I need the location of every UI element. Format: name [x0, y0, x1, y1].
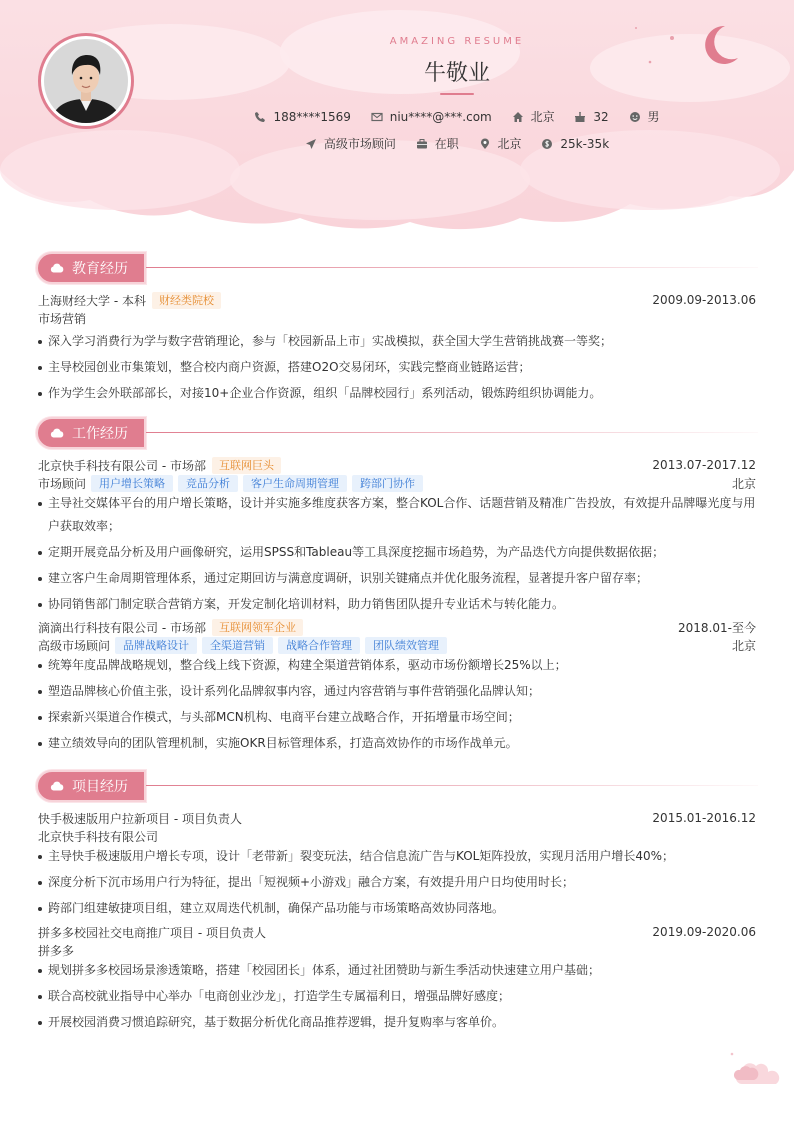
skill-tag: 品牌战略设计 — [115, 637, 197, 654]
project-name: 快手极速版用户拉新项目 - 项目负责人 — [38, 811, 242, 826]
project-bullets — [38, 959, 756, 1034]
cloud-icon — [50, 428, 64, 438]
project-org: 北京快手科技有限公司 — [38, 829, 159, 844]
company-name: 滴滴出行科技有限公司 - 市场部 — [38, 620, 206, 635]
mail-icon — [371, 111, 383, 123]
section-work-title: 工作经历 — [72, 426, 128, 442]
send-icon — [305, 138, 317, 150]
work-city: 北京 — [731, 476, 756, 491]
company-badge: 互联网巨头 — [212, 457, 281, 474]
section-divider — [146, 267, 758, 268]
list-item: 探索新兴渠道合作模式，与头部MCN机构、电商平台建立战略合作，开拓增量市场空间； — [38, 706, 756, 729]
project-name: 拼多多校园社交电商推广项目 - 项目负责人 — [38, 925, 266, 940]
section-divider — [146, 432, 758, 433]
skill-tag: 团队绩效管理 — [365, 637, 447, 654]
salary-item: 25k-35k — [541, 137, 609, 151]
major: 市场营销 — [38, 311, 87, 326]
education-bullets — [38, 330, 756, 405]
education-date: 2009.09-2013.06 — [652, 293, 756, 307]
skill-tag: 客户生命周期管理 — [243, 475, 347, 492]
list-item: 深入学习消费行为学与数字营销理论，参与「校园新品上市」实战模拟，获全国大学生营销挑战赛一等奖； — [38, 330, 756, 353]
work-date: 2018.01-至今 — [678, 620, 756, 635]
education-entry — [38, 291, 756, 408]
section-education-header — [36, 252, 146, 284]
hometown-item: 北京 — [512, 108, 555, 125]
status-item: 在职 — [416, 135, 459, 152]
name-underline — [440, 93, 474, 95]
skill-tag: 全渠道营销 — [202, 637, 273, 654]
list-item: 跨部门组建敏捷项目组，建立双周迭代机制，确保产品功能与市场策略高效协同落地。 — [38, 897, 756, 920]
section-projects-title: 项目经历 — [72, 779, 128, 795]
section-work-pill — [36, 417, 146, 449]
briefcase-icon — [416, 138, 428, 150]
cake-icon — [574, 111, 586, 123]
work-entry — [38, 618, 756, 758]
list-item: 定期开展竞品分析及用户画像研究，运用SPSS和Tableau等工具深度挖掘市场趋势，为产品迭代方向提供数据依据； — [38, 541, 756, 564]
resume-tagline: AMAZING RESUME — [389, 36, 525, 47]
list-item: 深度分析下沉市场用户行为特征，提出「短视频+小游戏」融合方案，有效提升用户日均使用时长； — [38, 871, 756, 894]
section-work-header — [36, 417, 146, 449]
section-divider — [146, 785, 758, 786]
project-org: 拼多多 — [38, 943, 75, 958]
work-bullets — [38, 492, 756, 616]
list-item: 协同销售部门制定联合营销方案，开发定制化培训材料，助力销售团队提升专业话术与转化能力。 — [38, 593, 756, 616]
cloud-icon — [50, 263, 64, 273]
skill-tag: 用户增长策略 — [91, 475, 173, 492]
company-name: 北京快手科技有限公司 - 市场部 — [38, 458, 206, 473]
phone-item: 188****1569 — [254, 110, 350, 124]
skill-tag: 竞品分析 — [178, 475, 238, 492]
list-item: 联合高校就业指导中心举办「电商创业沙龙」，打造学生专属福利日，增强品牌好感度； — [38, 985, 756, 1008]
list-item: 规划拼多多校园场景渗透策略，搭建「校园团长」体系，通过社团赞助与新生季活动快速建立用户基础； — [38, 959, 756, 982]
list-item: 开展校园消费习惯追踪研究，基于数据分析优化商品推荐逻辑，提升复购率与客单价。 — [38, 1011, 756, 1034]
footer-cloud-decoration — [728, 1050, 788, 1090]
target-position-item: 高级市场顾问 — [305, 135, 396, 152]
section-education-title: 教育经历 — [72, 261, 128, 277]
contact-info-row — [0, 108, 794, 126]
school-name: 上海财经大学 - 本科 — [38, 293, 146, 308]
list-item: 建立绩效导向的团队管理机制，实施OKR目标管理体系，打造高效协作的市场作战单元。 — [38, 732, 756, 755]
list-item: 塑造品牌核心价值主张，设计系列化品牌叙事内容，通过内容营销与事件营销强化品牌认知； — [38, 680, 756, 703]
project-entry — [38, 809, 756, 923]
school-badge: 财经类院校 — [152, 292, 221, 309]
skill-tag: 战略合作管理 — [278, 637, 360, 654]
gender-icon — [629, 111, 641, 123]
project-entry — [38, 923, 756, 1037]
candidate-name: 牛敬业 — [423, 61, 490, 86]
skill-tag: 跨部门协作 — [352, 475, 423, 492]
section-projects-pill — [36, 770, 146, 802]
phone-icon — [254, 111, 266, 123]
list-item: 建立客户生命周期管理体系，通过定期回访与满意度调研，识别关键痛点并优化服务流程，显著提升客户留存率； — [38, 567, 756, 590]
list-item: 主导校园创业市集策划，整合校内商户资源，搭建O2O交易闭环，实践完整商业链路运营； — [38, 356, 756, 379]
work-entry — [38, 456, 756, 619]
money-icon — [541, 138, 553, 150]
list-item: 作为学生会外联部部长，对接10+企业合作资源，组织「品牌校园行」系列活动，锻炼跨组织协调能力。 — [38, 382, 756, 405]
location-icon — [479, 138, 491, 150]
age-item: 32 — [574, 110, 608, 124]
work-date: 2013.07-2017.12 — [652, 458, 756, 472]
section-projects-header — [36, 770, 146, 802]
cloud-icon — [50, 781, 64, 791]
work-city: 北京 — [731, 638, 756, 653]
position-title: 高级市场顾问 — [38, 638, 111, 653]
gender-item: 男 — [629, 108, 660, 125]
project-date: 2019.09-2020.06 — [652, 925, 756, 939]
project-bullets — [38, 845, 756, 920]
list-item: 主导快手极速版用户增长专项，设计「老带新」裂变玩法，结合信息流广告与KOL矩阵投放，实现月活用户增长40%； — [38, 845, 756, 868]
work-bullets — [38, 654, 756, 755]
home-icon — [512, 111, 524, 123]
list-item: 主导社交媒体平台的用户增长策略，设计并实施多维度获客方案，整合KOL合作、话题营销及精准广告投放，有效提升品牌曝光度与用户获取效率； — [38, 492, 756, 538]
company-badge: 互联网领军企业 — [212, 619, 303, 636]
job-info-row — [0, 135, 794, 153]
section-education-pill — [36, 252, 146, 284]
position-title: 市场顾问 — [38, 476, 87, 491]
email-item: niu****@***.com — [371, 110, 492, 124]
target-city-item: 北京 — [479, 135, 522, 152]
project-date: 2015.01-2016.12 — [652, 811, 756, 825]
list-item: 统筹年度品牌战略规划，整合线上线下资源，构建全渠道营销体系，驱动市场份额增长25%以上； — [38, 654, 756, 677]
